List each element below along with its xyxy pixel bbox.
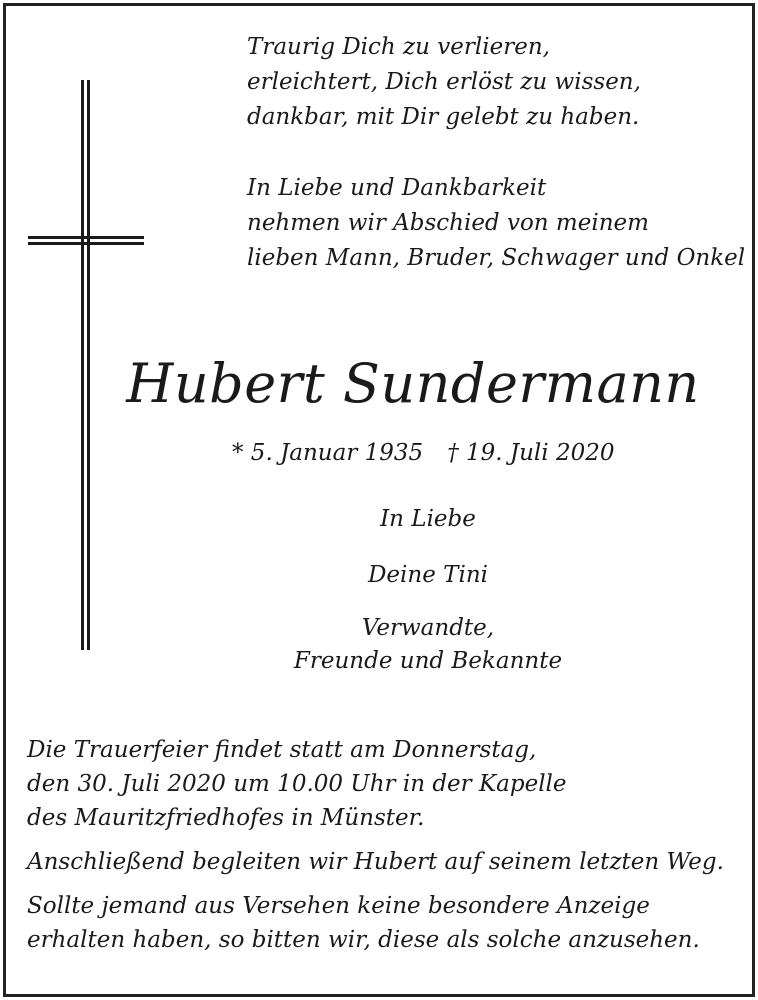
accompany-line: Anschließend begleiten wir Hubert auf seinem letzten Weg. <box>27 849 724 875</box>
ceremony-line: Die Trauerfeier findet statt am Donnerstag, <box>27 737 537 763</box>
in-love-text: In Liebe <box>380 506 476 532</box>
accompany-text <box>27 845 724 879</box>
birth-date: * 5. Januar 1935 <box>232 440 424 466</box>
ceremony-line: des Mauritzfriedhofes in Münster. <box>27 805 425 831</box>
farewell-line: lieben Mann, Bruder, Schwager und Onkel <box>247 245 746 271</box>
death-date: † 19. Juli 2020 <box>447 440 615 466</box>
poem-line: Traurig Dich zu verlieren, <box>247 34 550 60</box>
life-dates <box>232 440 614 466</box>
farewell-line: In Liebe und Dankbarkeit <box>247 175 547 201</box>
notice-line: Sollte jemand aus Versehen keine besondere Anzeige <box>27 893 650 919</box>
relatives-line: Freunde und Bekannte <box>293 648 563 674</box>
poem-line: dankbar, mit Dir gelebt zu haben. <box>247 104 640 130</box>
notice-line: erhalten haben, so bitten wir, diese als solche anzusehen. <box>27 927 700 953</box>
relatives-line: Verwandte, <box>361 615 495 641</box>
mourner-wife: Deine Tini <box>367 562 488 588</box>
poem <box>247 30 745 276</box>
ceremony-info <box>27 733 724 957</box>
poem-line: erleichtert, Dich erlöst zu wissen, <box>247 69 641 95</box>
ceremony-line: den 30. Juli 2020 um 10.00 Uhr in der Kapelle <box>27 771 567 797</box>
deceased-name: Hubert Sundermann <box>126 352 700 415</box>
ceremony-details <box>27 733 724 835</box>
mourner-relatives <box>218 612 638 678</box>
notice-text <box>27 889 724 957</box>
farewell-line: nehmen wir Abschied von meinem <box>247 210 649 236</box>
